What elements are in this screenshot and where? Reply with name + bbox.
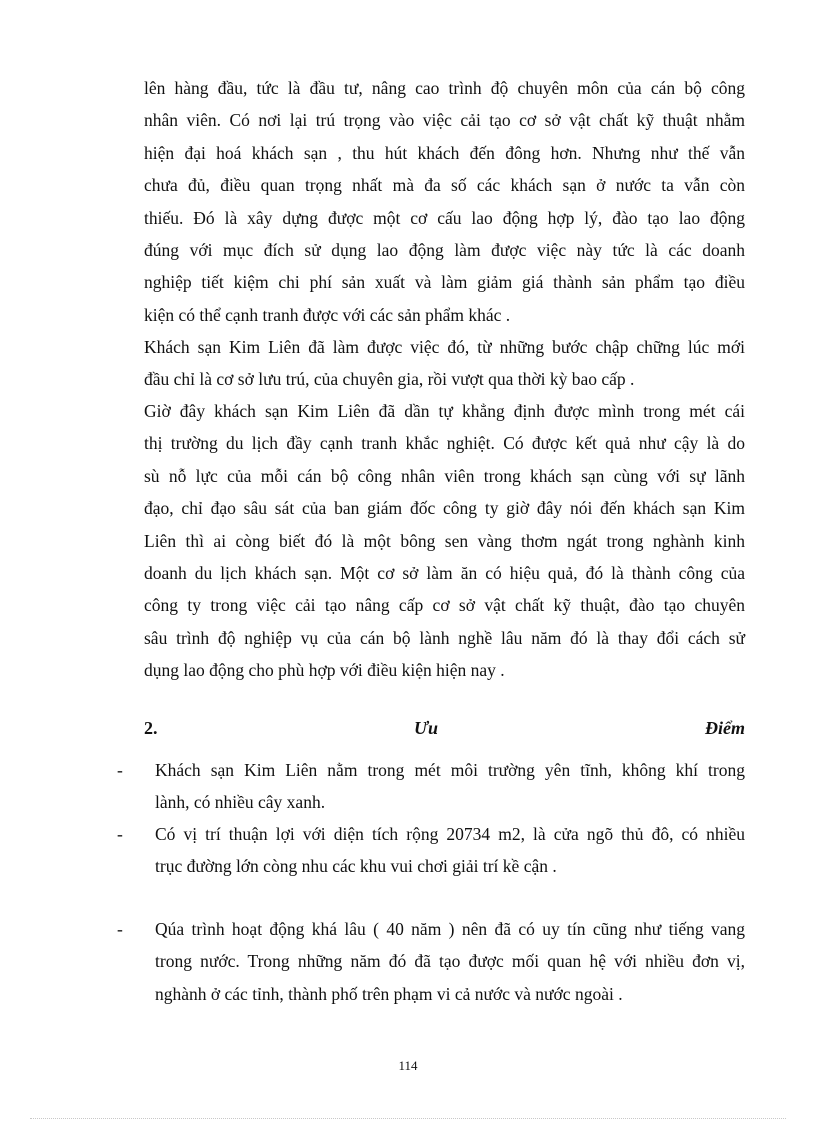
paragraph-line: dụng lao động cho phù hợp với điều kiện hiện nay . — [144, 660, 505, 681]
bullet-text — [155, 913, 745, 1010]
bullet-line: trong nước. Trong những năm đó đã tạo được mối quan hệ với nhiều đơn vị, — [155, 951, 745, 972]
section-number: 2. — [144, 718, 158, 738]
bullet-line: trục đường lớn còng nhu các khu vui chơi giải trí kề cận . — [155, 856, 557, 877]
paragraph-line: doanh du lịch khách sạn. Một cơ sở làm ăn có hiệu quả, đó là thành công của — [144, 563, 745, 584]
bullet-text — [155, 818, 745, 883]
paragraph-line: thiếu. Đó là xây dựng được một cơ cấu lao động hợp lý, đào tạo lao động — [144, 207, 745, 228]
paragraph-1 — [144, 72, 745, 331]
paragraph-line: Khách sạn Kim Liên đã làm được việc đó, từ những bước chập chững lúc mới — [144, 337, 745, 357]
paragraph-line: nghiệp tiết kiệm chi phí sản xuất và làm giảm giá thành sản phẩm tạo điều — [144, 272, 745, 293]
bullet-dash: - — [117, 919, 123, 939]
section-title-word-1: Ưu — [414, 718, 438, 738]
page-number: 114 — [398, 1058, 418, 1073]
bullet-line: Khách sạn Kim Liên nằm trong mét môi trường yên tĩnh, không khí trong — [155, 760, 745, 780]
bullet-text — [155, 754, 745, 819]
paragraph-line: sù nỗ lực của mỗi cán bộ công nhân viên trong khách sạn cùng với sự lãnh — [144, 465, 745, 486]
bullet-line: lành, có nhiều cây xanh. — [155, 792, 326, 813]
paragraph-line: đạo, chỉ đạo sâu sát của ban giám đốc công ty giờ đây nói đến khách sạn Kim — [144, 498, 745, 519]
paragraph-line: đúng với mục đích sử dụng lao động làm được việc này tức là các doanh — [144, 240, 745, 261]
paragraph-line: Liên thì ai còng biết đó là một bông sen vàng thơm ngát trong nghành kinh — [144, 530, 745, 551]
paragraph-line: kiện có thể cạnh tranh được với các sản phẩm khác . — [144, 304, 511, 325]
paragraph-2 — [144, 331, 745, 396]
bullet-line: Có vị trí thuận lợi với diện tích rộng 20734 m2, là cửa ngõ thủ đô, có nhiều — [155, 824, 745, 844]
paragraph-line: chưa đủ, điều quan trọng nhất mà đa số các khách sạn ở nước ta vẫn còn — [144, 175, 745, 196]
section-heading — [144, 718, 745, 750]
bullet-line: nghành ở các tỉnh, thành phố trên phạm vi cả nước và nước ngoài . — [155, 983, 623, 1004]
paragraph-line: thị trường du lịch đầy cạnh tranh khắc nghiệt. Có được kết quả như cậy là do — [144, 433, 745, 454]
paragraph-line: đầu chỉ là cơ sở lưu trú, của chuyên gia, rồi vượt qua thời kỳ bao cấp . — [144, 369, 635, 390]
bullet-line: Qúa trình hoạt động khá lâu ( 40 năm ) nên đã có uy tín cũng như tiếng vang — [155, 919, 745, 939]
page-bottom-rule — [30, 1118, 786, 1119]
section-title-word-2: Điểm — [705, 718, 745, 738]
paragraph-line: sâu trình độ nghiệp vụ của cán bộ lành nghề lâu năm đó là thay đổi cách sử — [144, 627, 745, 648]
bullet-dash: - — [117, 824, 123, 844]
paragraph-3 — [144, 395, 745, 687]
paragraph-line: hiện đại hoá khách sạn , thu hút khách đến đông hơn. Nhưng như thế vẫn — [144, 142, 745, 163]
bullet-dash: - — [117, 760, 123, 780]
paragraph-line: Giờ đây khách sạn Kim Liên đã dần tự khẳng định được mình trong mét cái — [144, 401, 745, 421]
paragraph-line: công ty trong việc cải tạo nâng cấp cơ sở vật chất kỹ thuật, đào tạo chuyên — [144, 595, 745, 616]
paragraph-line: nhân viên. Có nơi lại trú trọng vào việc cải tạo cơ sở vật chất kỹ thuật nhằm — [144, 110, 745, 131]
paragraph-line: lên hàng đầu, tức là đầu tư, nâng cao trình độ chuyên môn của cán bộ công — [144, 78, 745, 98]
